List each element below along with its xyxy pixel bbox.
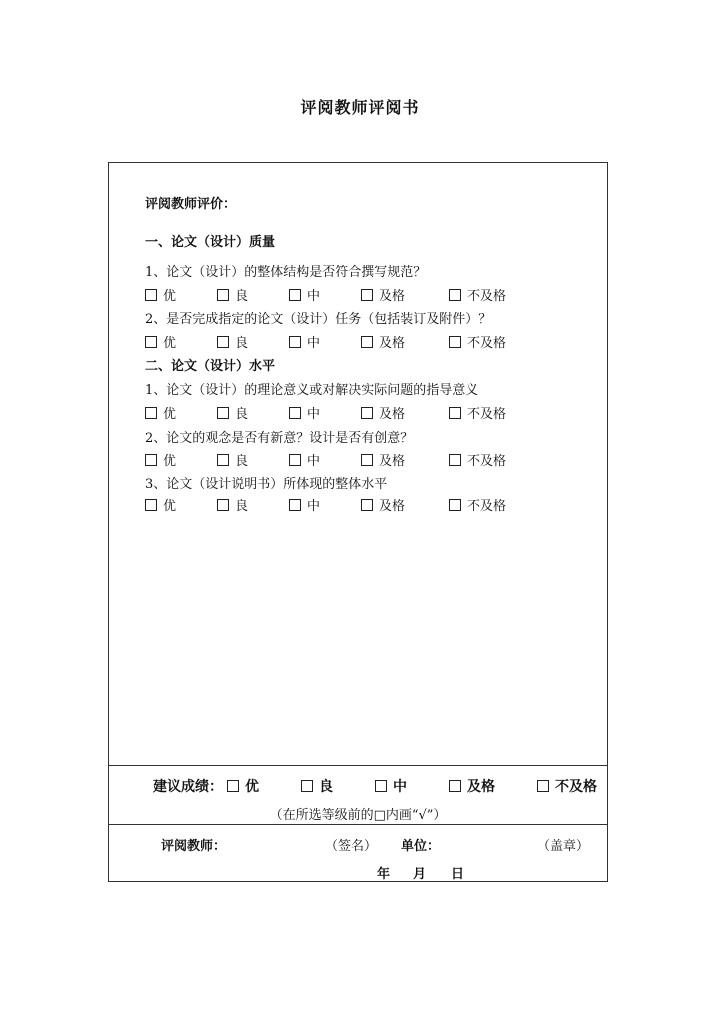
option-label: 良 — [319, 779, 333, 795]
task-completion-option-average[interactable] — [289, 332, 320, 351]
task-completion-option-fail[interactable] — [449, 332, 506, 351]
grade-option-good[interactable] — [301, 776, 333, 796]
section2-heading: 二、论文（设计）水平 — [145, 359, 276, 374]
option-label: 及格 — [379, 454, 406, 469]
novelty-option-fail[interactable] — [449, 450, 506, 469]
option-label: 良 — [235, 454, 249, 469]
checkbox[interactable] — [145, 336, 157, 348]
checkbox[interactable] — [289, 407, 301, 419]
option-label: 不及格 — [467, 407, 507, 422]
question-novelty: 2、论文的观念是否有新意？设计是否有创意？ — [145, 431, 414, 446]
checkbox[interactable] — [449, 499, 461, 511]
date-month: 月 — [413, 867, 427, 882]
checkbox[interactable] — [217, 499, 229, 511]
question-significance: 1、论文（设计）的理论意义或对解决实际问题的指导意义 — [145, 383, 479, 398]
structure-option-fail[interactable] — [449, 285, 506, 304]
task-completion-option-excellent[interactable] — [145, 332, 176, 351]
overall-level-option-excellent[interactable] — [145, 495, 176, 514]
unit-label: 单位： — [401, 839, 441, 854]
option-label: 及格 — [379, 289, 406, 304]
page-title: 评阅教师评阅书 — [300, 98, 420, 117]
grade-option-average[interactable] — [375, 776, 407, 796]
overall-level-option-fail[interactable] — [449, 495, 506, 514]
checkbox[interactable] — [217, 407, 229, 419]
option-label: 优 — [163, 289, 177, 304]
option-label: 优 — [245, 779, 259, 795]
checkbox[interactable] — [449, 289, 461, 301]
checkbox[interactable] — [145, 454, 157, 466]
question-overall-level: 3、论文（设计说明书）所体现的整体水平 — [145, 477, 388, 492]
review-form — [108, 162, 608, 882]
structure-option-excellent[interactable] — [145, 285, 176, 304]
option-label: 优 — [163, 454, 177, 469]
option-label: 良 — [235, 499, 249, 514]
option-label: 中 — [307, 499, 321, 514]
option-label: 中 — [307, 289, 321, 304]
checkbox[interactable] — [145, 289, 157, 301]
checkbox[interactable] — [537, 780, 549, 792]
novelty-option-good[interactable] — [217, 450, 248, 469]
checkbox[interactable] — [217, 454, 229, 466]
option-label: 优 — [163, 336, 177, 351]
checkbox[interactable] — [301, 780, 313, 792]
checkbox[interactable] — [361, 499, 373, 511]
option-label: 良 — [235, 407, 249, 422]
grade-row — [153, 776, 603, 796]
date-day: 日 — [451, 867, 465, 882]
grade-option-pass[interactable] — [449, 776, 495, 796]
option-label: 及格 — [379, 336, 406, 351]
checkbox[interactable] — [361, 336, 373, 348]
option-label: 及格 — [379, 407, 406, 422]
novelty-option-excellent[interactable] — [145, 450, 176, 469]
options-overall-level — [145, 495, 585, 513]
checkbox[interactable] — [449, 336, 461, 348]
overall-level-option-average[interactable] — [289, 495, 320, 514]
structure-option-average[interactable] — [289, 285, 320, 304]
date-year: 年 — [377, 867, 391, 882]
checkbox[interactable] — [361, 407, 373, 419]
overall-level-option-good[interactable] — [217, 495, 248, 514]
task-completion-option-pass[interactable] — [361, 332, 405, 351]
checkbox[interactable] — [375, 780, 387, 792]
checkbox[interactable] — [289, 289, 301, 301]
evaluation-section — [109, 163, 607, 766]
question-task-completion: 2、是否完成指定的论文（设计）任务（包括装订及附件）？ — [145, 312, 492, 327]
checkbox[interactable] — [449, 780, 461, 792]
option-label: 中 — [307, 454, 321, 469]
grade-label: 建议成绩： — [153, 779, 223, 795]
option-label: 中 — [307, 336, 321, 351]
option-label: 良 — [235, 289, 249, 304]
option-label: 不及格 — [467, 289, 507, 304]
options-structure — [145, 285, 585, 303]
section1-heading: 一、论文（设计）质量 — [145, 235, 276, 250]
question-structure: 1、论文（设计）的整体结构是否符合撰写规范？ — [145, 265, 427, 280]
options-novelty — [145, 450, 585, 468]
option-label: 中 — [393, 779, 407, 795]
significance-option-good[interactable] — [217, 403, 248, 422]
checkbox[interactable] — [217, 336, 229, 348]
overall-level-option-pass[interactable] — [361, 495, 405, 514]
checkbox[interactable] — [449, 454, 461, 466]
checkbox[interactable] — [145, 499, 157, 511]
evaluation-label: 评阅教师评价： — [145, 197, 237, 212]
checkbox[interactable] — [227, 780, 239, 792]
checkbox[interactable] — [449, 407, 461, 419]
grade-section — [109, 766, 607, 825]
checkbox[interactable] — [217, 289, 229, 301]
significance-option-pass[interactable] — [361, 403, 405, 422]
checkbox[interactable] — [361, 454, 373, 466]
grade-hint: （在所选等级前的□内画“√”） — [269, 808, 447, 823]
task-completion-option-good[interactable] — [217, 332, 248, 351]
grade-option-excellent[interactable] — [227, 776, 259, 796]
options-significance — [145, 403, 585, 421]
significance-option-excellent[interactable] — [145, 403, 176, 422]
option-label: 不及格 — [467, 499, 507, 514]
novelty-option-average[interactable] — [289, 450, 320, 469]
checkbox[interactable] — [145, 407, 157, 419]
significance-option-average[interactable] — [289, 403, 320, 422]
option-label: 优 — [163, 499, 177, 514]
grade-option-fail[interactable] — [537, 776, 597, 796]
structure-option-pass[interactable] — [361, 285, 405, 304]
checkbox[interactable] — [289, 499, 301, 511]
novelty-option-pass[interactable] — [361, 450, 405, 469]
option-label: 及格 — [467, 779, 495, 795]
option-label: 中 — [307, 407, 321, 422]
stamp-hint: （盖章） — [537, 839, 590, 854]
option-label: 良 — [235, 336, 249, 351]
option-label: 及格 — [379, 499, 406, 514]
option-label: 不及格 — [467, 336, 507, 351]
sign-hint: （签名） — [325, 839, 378, 854]
option-label: 优 — [163, 407, 177, 422]
options-task-completion — [145, 332, 585, 350]
structure-option-good[interactable] — [217, 285, 248, 304]
option-label: 不及格 — [555, 779, 597, 795]
signature-section — [109, 825, 607, 883]
teacher-label: 评阅教师： — [161, 839, 227, 854]
option-label: 不及格 — [467, 454, 507, 469]
checkbox[interactable] — [289, 336, 301, 348]
checkbox[interactable] — [289, 454, 301, 466]
significance-option-fail[interactable] — [449, 403, 506, 422]
checkbox[interactable] — [361, 289, 373, 301]
